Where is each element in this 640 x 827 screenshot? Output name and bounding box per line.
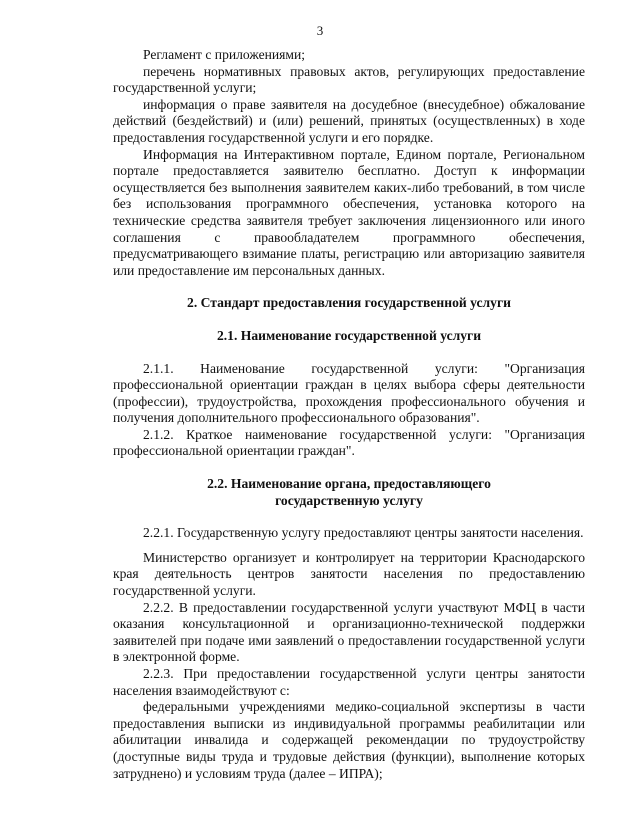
subsection-heading: 2.1. Наименование государственной услуги bbox=[216, 327, 482, 343]
paragraph: Министерство организует и контролирует на территории Краснодарского края деятельность центров занятости населения по предоставлению государственной услуги. bbox=[113, 549, 585, 599]
paragraph: 2.2.1. Государственную услугу предоставляют центры занятости населения. bbox=[143, 525, 584, 541]
paragraph: 2.2.3. При предоставлении государственной услуги центры занятости населения взаимодействуют с: bbox=[113, 666, 585, 698]
paragraph: 2.1.1. Наименование государственной услуги: "Организация профессиональной ориентации граждан в целях выбора сферы деятельности (профессии), трудоустройства, прохождения профессионального обучения и получения дополнительного профессионального образования". bbox=[113, 360, 585, 426]
subsection-heading: 2.2. Наименование органа, предоставляющего bbox=[207, 476, 491, 492]
paragraph: перечень нормативных правовых актов, регулирующих предоставление государственной услуги; bbox=[113, 63, 585, 96]
section-heading: 2. Стандарт предоставления государственной услуги bbox=[187, 295, 511, 311]
document-body bbox=[113, 47, 585, 782]
subsection-heading-line2: государственную услугу bbox=[275, 492, 423, 508]
page-number: 3 bbox=[316, 23, 324, 38]
paragraph: федеральными учреждениями медико-социальной экспертизы в части предоставления выписки из индивидуальной программы реабилитации или абилитации инвалида и содержащей рекомендации по трудоустройству (доступные виды труда и трудовые действия (функции), выполнение которых затруднено) и условиям труда (далее – ИПРА); bbox=[113, 699, 585, 781]
paragraph: 2.1.2. Краткое наименование государственной услуги: "Организация профессиональной ориентации граждан". bbox=[113, 426, 585, 459]
paragraph: Информация на Интерактивном портале, Едином портале, Региональном портале предоставляется заявителю бесплатно. Доступ к информации осуществляется без выполнения заявителем каких-либо требований, в том числе без использования программного обеспечения, установка которого на технические средства заявителя требует заключения лицензионного или иного соглашения с правообладателем программного обеспечения, предусматривающего взимание платы, регистрацию или авторизацию заявителя или предоставление им персональных данных. bbox=[113, 146, 585, 278]
paragraph: 2.2.2. В предоставлении государственной услуги участвуют МФЦ в части оказания консультационной и организационно-технической поддержки заявителей при подаче ими заявлений о предоставлении государственной услуги в электронной форме. bbox=[113, 599, 585, 665]
paragraph: информация о праве заявителя на досудебное (внесудебное) обжалование действий (бездействий) и (или) решений, принятых (осуществленных) в ходе предоставления государственной услуги и его порядке. bbox=[113, 96, 585, 145]
paragraph: Регламент с приложениями; bbox=[143, 47, 306, 62]
